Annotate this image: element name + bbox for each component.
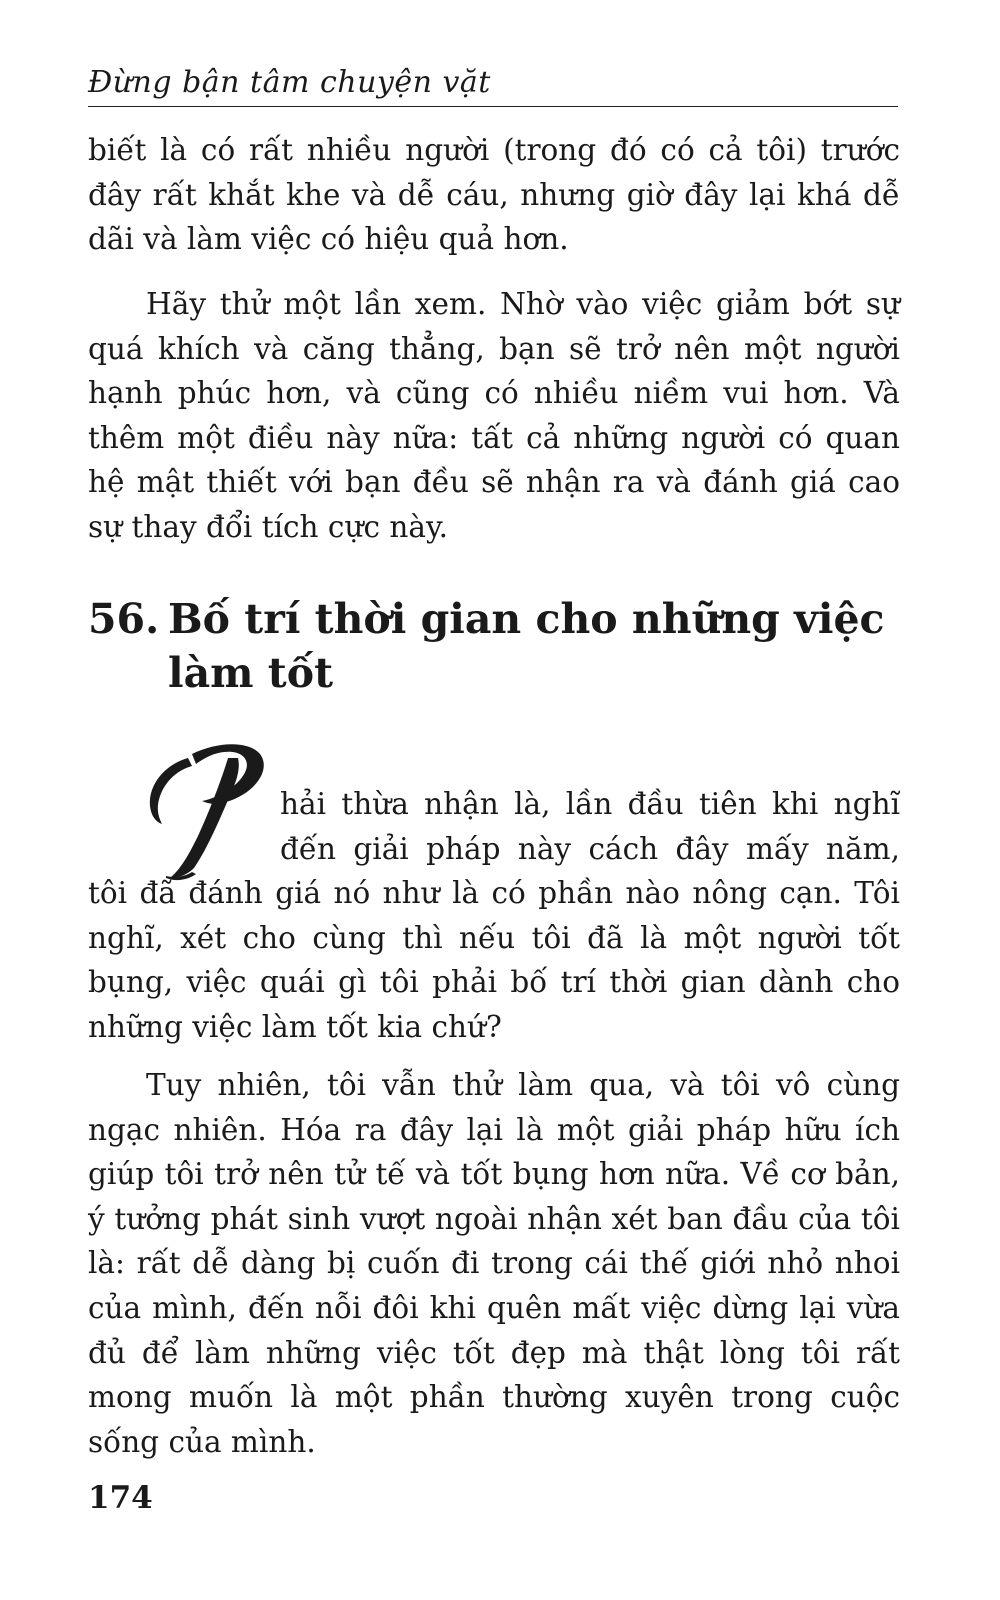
paragraph-continued: biết là có rất nhiều người (trong đó có cả tôi) trước đây rất khắt khe và dễ cáu, nhưng giờ đây lại khá dễ dãi và làm việc có hiệu quả hơn. (88, 133, 900, 257)
paragraph: tôi đã đánh giá nó như là có phần nào nông cạn. Tôi nghĩ, xét cho cùng thì nếu tôi đã là một người tốt bụng, việc quái gì tôi phải bố trí thời gian dành cho những việc làm tốt kia chứ? (88, 876, 900, 1044)
paragraph-lead: hải thừa nhận là, lần đầu tiên khi nghĩ đến giải pháp này cách đây mấy năm, (280, 787, 900, 866)
paragraph: Hãy thử một lần xem. Nhờ vào việc giảm bớt sự quá khích và căng thẳng, bạn sẽ trở nên một người hạnh phúc hơn, và cũng có nhiều niềm vui hơn. Và thêm một điều này nữa: tất cả những người có quan hệ mật thiết với bạn đều sẽ nhận ra và đánh giá cao sự thay đổi tích cực này. (88, 287, 900, 544)
drop-cap-letter (136, 728, 266, 888)
section-heading (88, 592, 900, 700)
paragraph: Tuy nhiên, tôi vẫn thử làm qua, và tôi vô cùng ngạc nhiên. Hóa ra đây lại là một giải pháp hữu ích giúp tôi trở nên tử tế và tốt bụng hơn nữa. Về cơ bản, ý tưởng phát sinh vượt ngoài nhận xét ban đầu của tôi là: rất dễ dàng bị cuốn đi trong cái thế giới nhỏ nhoi của mình, đến nỗi đôi khi quên mất việc dừng lại vừa đủ để làm những việc tốt đẹp mà thật lòng tôi rất mong muốn là một phần thường xuyên trong cuộc sống của mình. (88, 1068, 900, 1459)
page-number: 174 (88, 1480, 153, 1516)
section-title: Bố trí thời gian cho những việc làm tốt (168, 595, 885, 697)
running-head-title: Đừng bận tâm chuyện vặt (88, 65, 491, 100)
running-head (88, 52, 898, 107)
section-number: 56. (88, 595, 160, 643)
